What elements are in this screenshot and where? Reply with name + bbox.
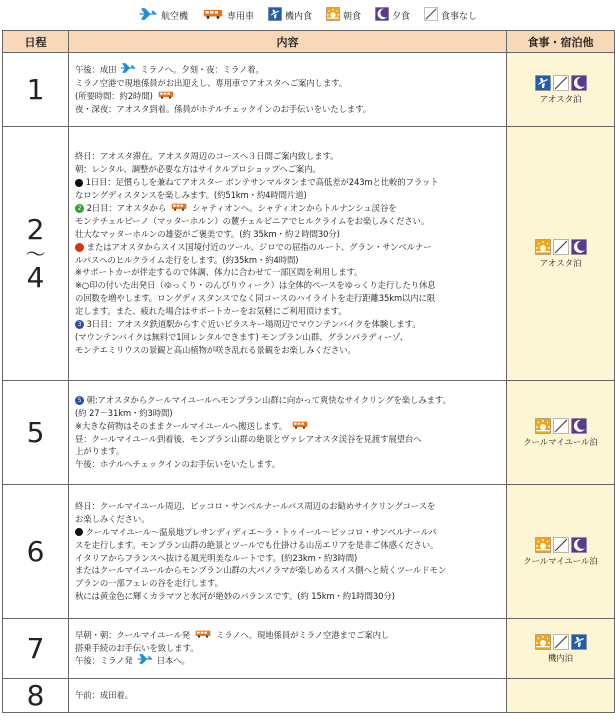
content-text: ミラノへ。現地係員がミラノ空港までご案内し (216, 629, 390, 640)
stay-label: アオスタ泊 (539, 257, 582, 268)
content-line (75, 266, 500, 279)
legend-item-inflight-meal (268, 7, 312, 24)
content-line (75, 445, 500, 458)
content-text: ルパスへのヒルクライム走行をします。(約35km・約4時間) (75, 254, 299, 265)
content-line (75, 590, 500, 603)
content-text: ※○印の付いた出発日（ゆっくり・のんびりウィーク）は全体的ペースをゆっくり走行したり休息 (75, 280, 436, 291)
itinerary-table (2, 30, 615, 713)
content-text: (所要時間：約2時間) (75, 90, 153, 101)
content-line (75, 394, 500, 407)
airplane-icon (119, 63, 137, 77)
content-text: 搭乗手続のお手伝いを致します。 (75, 642, 199, 653)
legend-label: 朝食 (343, 11, 362, 22)
breakfast-icon (535, 418, 551, 434)
content-cell (69, 679, 507, 713)
day-cell (3, 53, 69, 127)
bus-icon (156, 90, 176, 103)
day-cell (3, 679, 69, 713)
content-line (75, 654, 500, 668)
content-text: 2日目：アオスタから (86, 202, 167, 213)
content-line (75, 458, 500, 471)
content-text: またはクールマイユールからモンブラン山群の大パノラマが楽しめるスイス側へと続くツールドモン (75, 565, 447, 576)
content-text: 早朝・朝：クールマイユール発 (75, 629, 191, 640)
content-text: 壮大なマッターホルンの雄姿がご褒美です。(約 35km・約２時間30分) (75, 228, 340, 239)
content-line (75, 228, 500, 241)
content-text: なロングディスタンスを楽しみます。(約51km・約4時間片道) (75, 189, 307, 200)
content-cell (69, 619, 507, 679)
no-meal-icon (553, 418, 569, 434)
content-text: (マウンテンバイクは無料で1回レンタルできます) モンブラン山群、グランパラディーゾ、 (75, 331, 408, 342)
content-line (75, 500, 500, 513)
breakfast-icon (535, 634, 551, 650)
content-line (75, 642, 500, 655)
content-text: 定します。また、疲れた場合はサポートカーをお気軽にご利用頂けます。 (75, 306, 347, 317)
content-cell (69, 485, 507, 619)
content-line (75, 577, 500, 590)
content-text: 午後：ミラノ発 (75, 655, 133, 666)
content-line (75, 305, 500, 318)
content-text: ブランの一部フェレの谷を走行します。 (75, 578, 223, 589)
content-text: ミラノへ。夕刻・夜：ミラノ着。 (140, 64, 264, 75)
content-text: 夜・深夜：アオスタ到着。係員がホテルチェックインのお手伝いをいたします。 (75, 103, 371, 114)
content-cell (69, 127, 507, 381)
day-number: 7 (26, 632, 45, 665)
content-line (75, 513, 500, 526)
stay-label: アオスタ泊 (539, 93, 582, 104)
legend-item-no-meal (424, 7, 477, 24)
bullet-blue-icon: 3 (75, 320, 84, 329)
content-text: シャティオンへ。シャティオンからトルナンシュ渓谷を (192, 202, 397, 213)
bullet-red-icon (75, 243, 84, 252)
bullet-green-icon: 2 (75, 204, 84, 213)
content-text: 日本へ。 (156, 655, 190, 666)
legend (0, 0, 615, 30)
dinner-icon (571, 418, 587, 434)
content-line (75, 189, 500, 202)
inflight-meal-icon (268, 7, 285, 24)
content-line (75, 689, 500, 702)
dinner-icon (571, 239, 587, 255)
content-line (75, 564, 500, 577)
day-number: 5 (26, 416, 45, 449)
day-number: 4 (26, 260, 45, 294)
dinner-icon (571, 537, 587, 553)
no-meal-icon (553, 537, 569, 553)
content-line (75, 77, 500, 90)
content-text: クールマイユール～温泉地プレサンディディエ～ラ・トゥイール～ピッコロ・サンベルナールパ (85, 526, 437, 537)
table-header (3, 31, 615, 53)
airplane-icon (136, 654, 154, 668)
header-day: 日程 (3, 31, 69, 53)
header-meal: 食事・宿泊他 (507, 31, 615, 53)
content-text: 3日目：アオスタ鉄道駅からすぐ近いピラスキー場周辺でマウンテンバイクを体験します。 (86, 319, 421, 330)
legend-label: 航空機 (160, 11, 188, 22)
content-line (75, 63, 500, 77)
content-text: 朝：レンタル、調整が必要な方はサイクルプロショップへご案内。 (75, 164, 321, 175)
no-meal-icon (553, 239, 569, 255)
legend-label: 専用車 (226, 11, 254, 22)
breakfast-icon (326, 7, 343, 24)
airplane-icon (138, 8, 161, 23)
content-line (75, 526, 500, 539)
meal-icons (507, 537, 614, 553)
table-row (3, 53, 615, 127)
day-number: 8 (26, 679, 45, 712)
content-cell (69, 381, 507, 485)
content-text: 午後：成田 (75, 64, 117, 75)
content-line (75, 407, 500, 420)
content-text: ※大きな荷物はそのままクールマイユールへ搬送します。 (75, 420, 288, 431)
meal-cell (507, 127, 615, 381)
content-text: の回数を増やします。ロングディスタンスでなく同コースのハイライトを走行距離35km以内に限 (75, 293, 436, 304)
content-text: 午前：成田着。 (75, 690, 133, 701)
content-text: 上がります。 (75, 446, 124, 457)
content-text: イタリアからフランスへ抜ける風光明美なルートです。(約23km・約3時間) (75, 552, 358, 563)
day-cell (3, 485, 69, 619)
content-text: またはアオスタからスイス国境付近のツール、ジロでの屈指のルート、グラン・サンベルナー (86, 241, 432, 252)
content-line (75, 150, 500, 163)
content-line (75, 254, 500, 267)
no-meal-icon (553, 634, 569, 650)
meal-icons (507, 75, 614, 91)
bus-icon (202, 9, 227, 22)
bullet-black-icon (75, 179, 83, 187)
content-text: ミラノ空港で現地係員がお出迎えし、専用車でアオスタへご案内します。 (75, 78, 347, 89)
legend-label: 食事なし (441, 11, 478, 22)
content-text: スを走行します。モンブラン山群の絶景とツールでも仕掛ける山岳エリアを是非ご体感ください。 (75, 539, 439, 550)
table-row (3, 381, 615, 485)
no-meal-icon (553, 75, 569, 91)
content-text: 秋には黄金色に輝くカラマツと氷河が絶妙のバランスです。(約 15km・約1時間30分) (75, 591, 395, 602)
content-line (75, 331, 500, 344)
breakfast-icon (535, 537, 551, 553)
content-text: (約 27－31km・約3時間) (75, 407, 173, 418)
table-row (3, 619, 615, 679)
dinner-icon (375, 7, 392, 24)
meal-cell (507, 679, 615, 713)
day-range-separator: 〜 (25, 241, 46, 266)
stay-label: クールマイユール泊 (523, 436, 598, 447)
content-line (75, 241, 500, 254)
content-line (75, 215, 500, 228)
meal-cell (507, 619, 615, 679)
meal-icons (507, 634, 614, 650)
content-line (75, 292, 500, 305)
inflight-meal-icon (535, 75, 551, 91)
stay-label: クールマイユール泊 (523, 555, 598, 566)
content-line (75, 202, 500, 215)
inflight-meal-icon (571, 634, 587, 650)
content-text: 午後：ホテルへチェックインのお手伝いをいたします。 (75, 459, 281, 470)
bus-icon (290, 420, 310, 433)
header-content: 内容 (69, 31, 507, 53)
content-line (75, 433, 500, 446)
content-text: 昼：クールマイユール到着後、モンブラン山群の絶景とヴァレアオスタ渓谷を見渡す展望台へ (75, 433, 422, 444)
content-line (75, 176, 500, 189)
content-line (75, 552, 500, 565)
legend-item-airplane (138, 8, 188, 23)
legend-item-dinner (375, 7, 410, 24)
content-line (75, 90, 500, 103)
no-meal-icon (424, 7, 441, 24)
content-line (75, 344, 500, 357)
meal-icons (507, 239, 614, 255)
legend-label: 機内食 (284, 11, 312, 22)
table-row (3, 679, 615, 713)
table-row (3, 127, 615, 381)
content-line (75, 163, 500, 176)
legend-item-bus (202, 9, 254, 22)
meal-icons (507, 418, 614, 434)
content-text: モンテエミリウスの景観と高山植物が咲き乱れる景観をお楽しみください。 (75, 344, 356, 355)
day-number: 2 (26, 212, 45, 246)
bullet-blue-icon: 5 (75, 396, 84, 405)
bus-icon (193, 629, 213, 642)
legend-label: 夕食 (392, 11, 411, 22)
content-text: 終日：クールマイユール周辺、ピッコロ・サンベルナールパス周辺のお勧めサイクリングコースを (75, 500, 436, 511)
meal-cell (507, 53, 615, 127)
content-text: お楽しみください。 (75, 513, 150, 524)
bus-icon (169, 202, 189, 215)
legend-item-breakfast (326, 7, 361, 24)
content-text: モンテチェルビーノ（マッターホルン）の麓チェルビニアでヒルクライムをお楽しみください。 (75, 215, 430, 226)
table-row (3, 485, 615, 619)
content-cell (69, 53, 507, 127)
day-cell (3, 127, 69, 381)
content-line (75, 279, 500, 292)
day-cell (3, 619, 69, 679)
content-text: ※サポートカーが伴走するので体調、体力に合わせて一部区間を利用します。 (75, 267, 363, 278)
content-text: 終日：アオスタ滞在。アオスタ周辺のコースへ３日間ご案内致します。 (75, 151, 339, 162)
meal-cell (507, 381, 615, 485)
content-line (75, 420, 500, 433)
meal-cell (507, 485, 615, 619)
content-line (75, 539, 500, 552)
bullet-black-icon (75, 528, 83, 536)
content-line (75, 103, 500, 116)
stay-label: 機内泊 (547, 652, 574, 663)
content-line (75, 629, 500, 642)
content-text: 朝:アオスタからクールマイユールへモンブラン山群に向かって爽快なサイクリングを楽しみます。 (86, 394, 451, 405)
dinner-icon (571, 75, 587, 91)
day-cell (3, 381, 69, 485)
day-number: 1 (26, 73, 45, 106)
content-text: 1日目：足慣らしを兼ねてアオスター ボンテサンマルタンまで高低差が243mと比較的フラット (85, 177, 439, 188)
content-line (75, 318, 500, 331)
breakfast-icon (535, 239, 551, 255)
day-number: 6 (26, 535, 45, 568)
